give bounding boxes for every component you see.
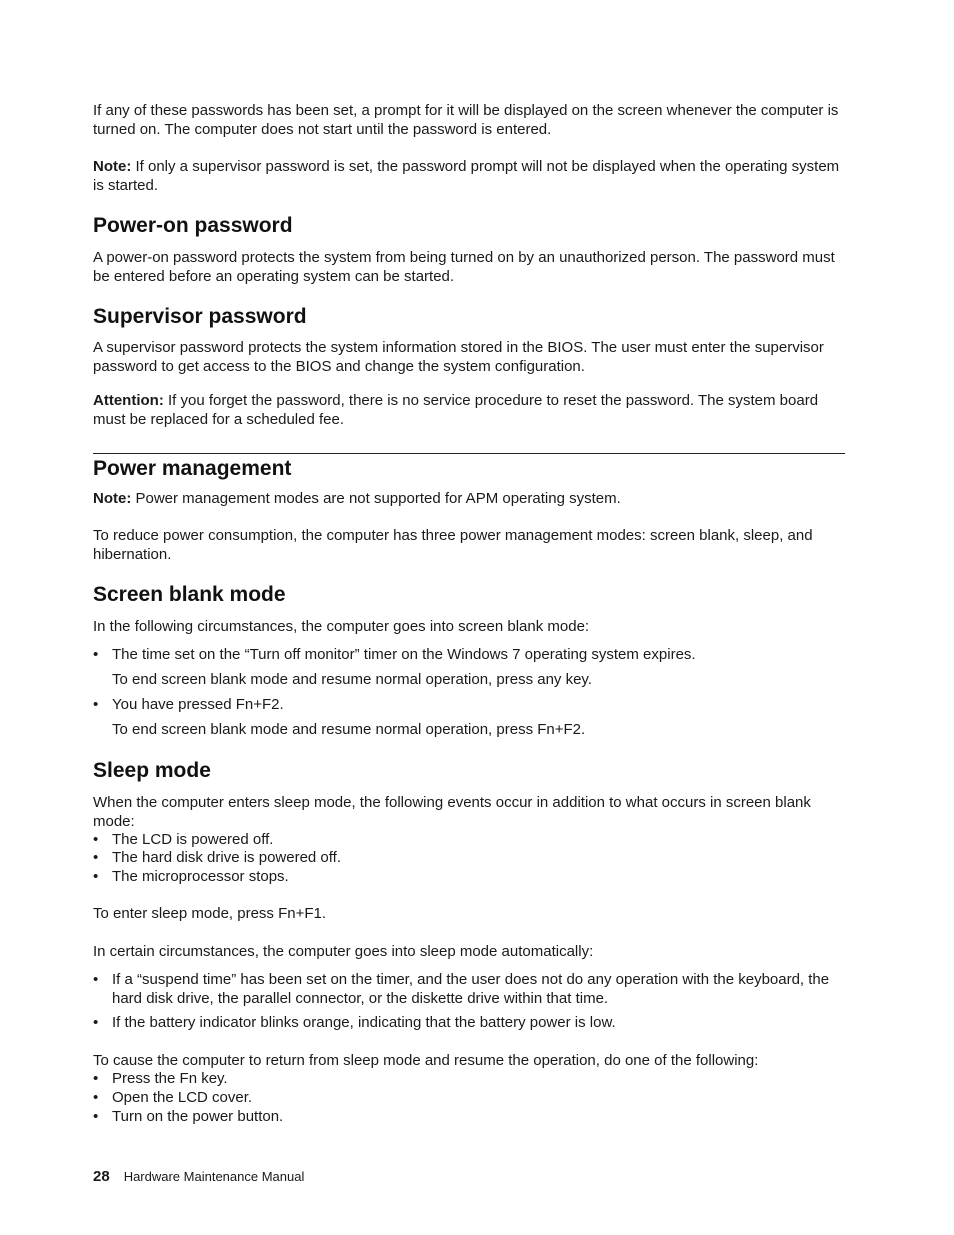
note-text: Power management modes are not supported for APM operating system. [131,490,621,507]
sleep-auto-paragraph: In certain circumstances, the computer goes into sleep mode automatically: [93,943,594,960]
supervisor-attention [93,392,845,429]
sleep-paragraph: When the computer enters sleep mode, the following events occur in addition to what occurs in screen blank mode: [93,794,811,830]
bullet-dot: • [93,831,99,848]
attention-label: Attention: [93,392,164,409]
list-item: • Press the Fn key. [93,1070,228,1087]
sleep-resume-paragraph: To cause the computer to return from sleep mode and resume the operation, do one of the following: [93,1052,759,1069]
screen-blank-paragraph: In the following circumstances, the computer goes into screen blank mode: [93,618,590,635]
list-item: • The hard disk drive is powered off. [93,849,342,866]
list-item-detail: To end screen blank mode and resume normal operation, press any key. [112,671,592,688]
attention-text: If you forget the password, there is no service procedure to reset the password. The system board must be replaced for a scheduled fee. [93,392,819,428]
page-footer [93,1168,304,1185]
heading-supervisor-password: Supervisor password [93,305,307,328]
list-item: • The time set on the “Turn off monitor” timer on the Windows 7 operating system expires. [93,646,696,663]
list-item: • Turn on the power button. [93,1108,284,1125]
bullet-dot: • [93,1108,99,1125]
list-item: • If the battery indicator blinks orange, indicating that the battery power is low. [93,1014,616,1031]
list-item: • The microprocessor stops. [93,868,289,885]
heading-power-on-password: Power-on password [93,214,293,237]
bullet-dot: • [93,868,99,885]
bullet-dot: • [93,1070,99,1087]
note-text: If only a supervisor password is set, the password prompt will not be displayed when the operating system is started. [93,158,840,194]
note-label: Note: [93,490,132,507]
list-item: • You have pressed Fn+F2. [93,696,284,713]
list-item: • If a “suspend time” has been set on the timer, and the user does not do any operation with the keyboard, the hard disk drive, the parallel connector, or the diskette drive within that time. [93,971,830,1007]
heading-sleep-mode: Sleep mode [93,759,211,782]
list-item: • Open the LCD cover. [93,1089,253,1106]
bullet-dot: • [93,1014,99,1031]
power-management-note [93,490,845,509]
heading-screen-blank-mode: Screen blank mode [93,583,286,606]
sleep-enter-paragraph: To enter sleep mode, press Fn+F1. [93,905,327,922]
page-number: 28 [93,1168,110,1185]
bullet-dot: • [93,646,99,663]
bullet-dot: • [93,696,99,713]
power-on-paragraph: A power-on password protects the system from being turned on by an unauthorized person. The password must be entered before an operating system can be started. [93,249,835,285]
bullet-dot: • [93,849,99,866]
supervisor-paragraph: A supervisor password protects the system information stored in the BIOS. The user must enter the supervisor password to get access to the BIOS and change the system configuration. [93,339,824,375]
heading-power-management: Power management [93,457,292,480]
section-divider [93,453,845,454]
bullet-dot: • [93,971,99,988]
manual-title: Hardware Maintenance Manual [123,1169,305,1184]
note-label: Note: [93,158,132,175]
intro-note [93,158,845,195]
intro-paragraph: If any of these passwords has been set, a prompt for it will be displayed on the screen whenever the computer is turned on. The computer does not start until the password is entered. [93,102,839,138]
list-item-detail: To end screen blank mode and resume normal operation, press Fn+F2. [112,721,586,738]
power-management-paragraph: To reduce power consumption, the computer has three power management modes: screen blank, sleep, and hibernation. [93,527,813,563]
list-item: • The LCD is powered off. [93,831,274,848]
bullet-dot: • [93,1089,99,1106]
